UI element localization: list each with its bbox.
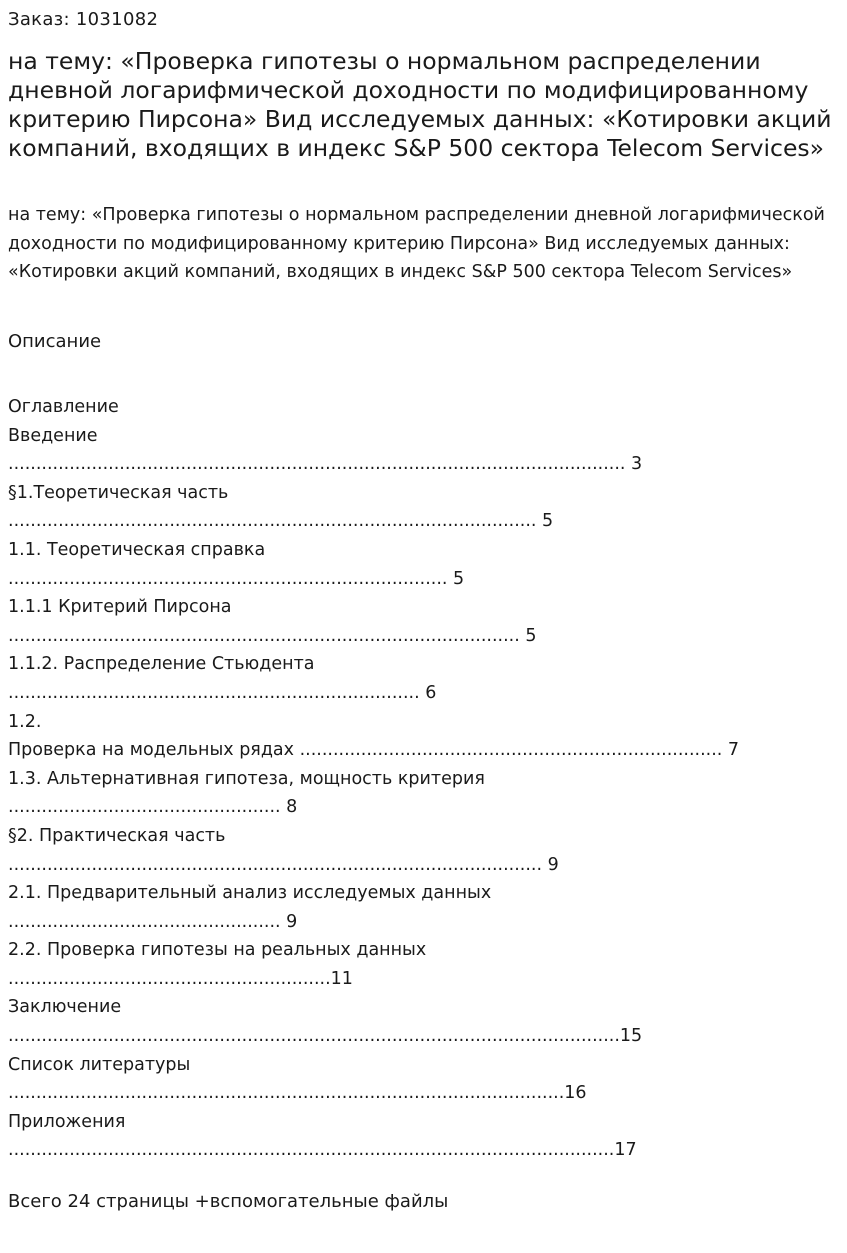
toc-line: ............................................................................................ 5 [8, 625, 537, 646]
toc-line: 1.1.2. Распределение Стьюдента [8, 654, 315, 675]
toc-line: ................................................................................................ 9 [8, 854, 559, 875]
toc-line: .......................................................................... 6 [8, 682, 437, 703]
toc-line: §2. Практическая часть [8, 825, 226, 846]
toc-line: ............................................................................................... 5 [8, 511, 554, 532]
toc-line: ..........................................................11 [8, 968, 353, 989]
toc-line: 1.2. [8, 711, 42, 732]
toc-line: .............................................................................................................17 [8, 1140, 637, 1161]
page-count-note: Всего 24 страницы +вспомогательные файлы [8, 1191, 449, 1212]
toc-line: Приложения [8, 1111, 126, 1132]
toc-line: 1.1.1 Критерий Пирсона [8, 597, 232, 618]
order-number: Заказ: 1031082 [8, 9, 159, 30]
toc-heading: Оглавление [8, 397, 119, 417]
toc-line: ..............................................................................................................15 [8, 1026, 643, 1047]
toc-line: ............................................................................... 5 [8, 568, 465, 589]
toc-line: 2.1. Предварительный анализ исследуемых данных [8, 883, 492, 904]
toc-line: Проверка на модельных рядах ............................................................................ 7 [8, 740, 740, 761]
toc-line: Введение [8, 425, 98, 446]
toc-line: 2.2. Проверка гипотезы на реальных данных [8, 940, 427, 961]
toc-line: 1.1. Теоретическая справка [8, 539, 266, 560]
table-of-contents [8, 393, 839, 1165]
toc-line: ................................................. 8 [8, 797, 298, 818]
toc-line: §1.Теоретическая часть [8, 482, 229, 503]
page-title: на тему: «Проверка гипотезы о нормальном распределении дневной логарифмической доходности по модифицированному критерию Пирсона» Вид исследуемых данных: «Котировки акций компаний, входящих в индекс S&P 500 сектора Telecom Services» [8, 47, 832, 162]
description-heading: Описание [8, 331, 102, 352]
toc-line: Заключение [8, 997, 122, 1018]
topic-subtitle: на тему: «Проверка гипотезы о нормальном распределении дневной логарифмической доходности по модифицированному критерию Пирсона» Вид исследуемых данных: «Котировки акций компаний, входящих в индекс S&P 500 сектора Telecom Services» [8, 205, 825, 282]
toc-line: ................................................. 9 [8, 911, 298, 932]
toc-line: ............................................................................................................... 3 [8, 454, 643, 475]
toc-line: ....................................................................................................16 [8, 1083, 587, 1104]
toc-line: 1.3. Альтернативная гипотеза, мощность критерия [8, 768, 485, 789]
toc-line: Список литературы [8, 1054, 191, 1075]
